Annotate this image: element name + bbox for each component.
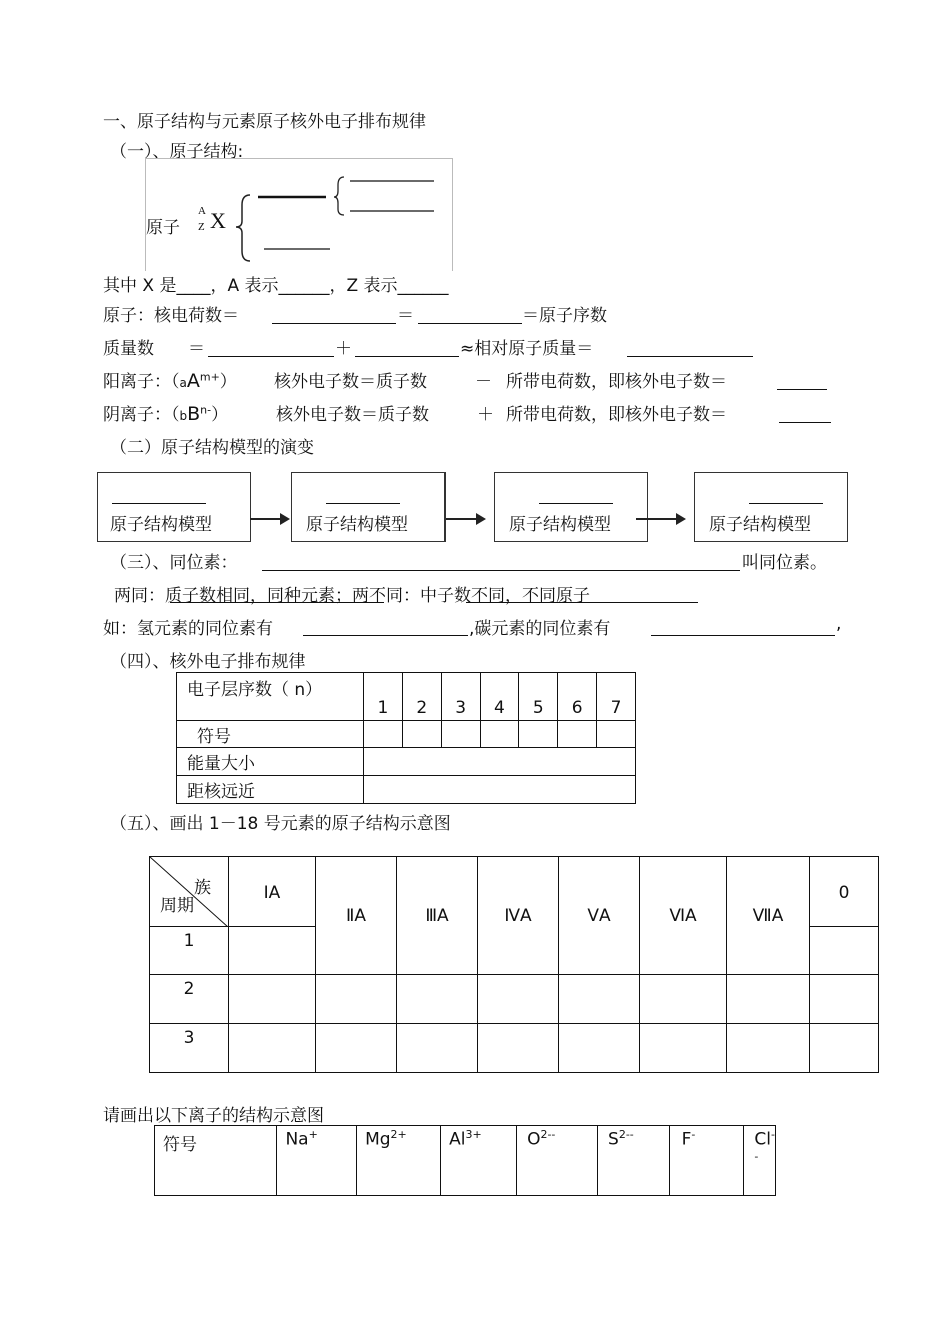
periodic-table (149, 856, 879, 1073)
ion-cell[interactable] (441, 1126, 517, 1196)
section5-heading: （五）、画出 1－18 号元素的原子结构示意图 (110, 814, 451, 834)
group-header: ⅡA (316, 857, 397, 975)
table-cell[interactable] (727, 1024, 810, 1073)
figure-superscript: A (198, 205, 206, 217)
cation-middle-text: 核外电子数＝质子数 (274, 372, 427, 392)
ion-cell[interactable] (598, 1126, 670, 1196)
group-header: ⅥA (640, 857, 727, 975)
table-cell[interactable] (640, 975, 727, 1024)
table-cell[interactable] (597, 721, 636, 748)
arrow-icon (250, 518, 288, 520)
blank-line[interactable] (262, 570, 740, 571)
ion-base: F (681, 1129, 692, 1150)
anion-line (103, 400, 228, 425)
shell-number: 3 (441, 673, 480, 721)
table-cell[interactable] (364, 748, 636, 776)
plus-sign: ＋ (477, 405, 494, 425)
group-header: 0 (810, 857, 879, 927)
ion-base: Mg (365, 1129, 391, 1150)
section2-heading: （二）原子结构模型的演变 (110, 438, 314, 458)
model-label: 原子结构模型 (306, 515, 408, 535)
anion-paren: ） (211, 405, 229, 425)
section1-heading: （一）、原子结构: (110, 142, 244, 162)
period-label: 1 (150, 927, 229, 975)
relative-mass-text: ≈相对原子质量＝ (460, 339, 594, 359)
section3-heading: （三）、同位素： (110, 553, 238, 573)
table-cell[interactable] (229, 927, 316, 975)
table-cell[interactable] (810, 975, 879, 1024)
table-header-cell: 电子层序数（ n） (177, 673, 364, 721)
section6-heading: 请画出以下离子的结构示意图 (103, 1106, 324, 1126)
table-cell[interactable] (480, 721, 519, 748)
anion-middle-text: 核外电子数＝质子数 (276, 405, 429, 425)
equals-sign: ＝ (397, 306, 414, 326)
corner-group-label: 族 (194, 878, 211, 898)
shell-number: 6 (558, 673, 597, 721)
ion-cell[interactable] (669, 1126, 744, 1196)
table-cell[interactable] (441, 721, 480, 748)
ion-cell[interactable] (517, 1126, 598, 1196)
ion-base: Na (285, 1129, 309, 1150)
group-header: ⅠA (229, 857, 316, 927)
atom-structure-figure (145, 158, 453, 271)
electron-shell-table (176, 672, 636, 804)
cation-line (103, 367, 237, 392)
blank-line[interactable] (355, 356, 459, 357)
period-label: 2 (150, 975, 229, 1024)
ion-cell[interactable] (357, 1126, 441, 1196)
shell-number: 2 (402, 673, 441, 721)
isotope-suffix: 叫同位素。 (742, 553, 827, 573)
minus-sign: － (475, 372, 492, 392)
ion-cell[interactable] (277, 1126, 357, 1196)
blank-line[interactable] (749, 503, 823, 504)
blank-line[interactable] (779, 422, 831, 423)
section4-heading: （四）、核外电子排布规律 (110, 652, 306, 672)
ion-table (154, 1125, 776, 1196)
ion-label: 符号 (155, 1126, 277, 1196)
ion-charge: - (691, 1128, 696, 1141)
figure-symbol: X (210, 208, 226, 233)
row-label: 符号 (177, 721, 364, 748)
isotope-rule-text: 两同：质子数相同，同种元素；两不同：中子数不同，不同原子 (114, 586, 590, 606)
carbon-isotope-label: ,碳元素的同位素有 (469, 619, 611, 639)
table-cell[interactable] (364, 721, 403, 748)
table-cell[interactable] (559, 975, 640, 1024)
model-box-4 (694, 472, 848, 542)
ion-base: Al (449, 1129, 466, 1150)
model-box-2 (291, 472, 446, 542)
ion-charge: 2-- (618, 1128, 634, 1141)
blank-line[interactable] (627, 356, 753, 357)
underline (466, 602, 698, 603)
plus-sign: ＋ (335, 339, 352, 359)
table-cell[interactable] (810, 927, 879, 975)
table-cell[interactable] (727, 975, 810, 1024)
table-cell[interactable] (558, 721, 597, 748)
table-cell[interactable] (316, 1024, 397, 1073)
cation-prefix: 阳离子：（ (103, 372, 180, 392)
arrow-icon (636, 518, 684, 520)
ion-charge: 2+ (390, 1128, 407, 1141)
anion-symbol: B (187, 403, 201, 425)
blank-line[interactable] (539, 503, 613, 504)
underline (170, 602, 384, 603)
table-cell[interactable] (640, 1024, 727, 1073)
blank-line[interactable] (651, 635, 835, 636)
blank-line[interactable] (326, 503, 400, 504)
anion-charge: n- (200, 403, 212, 417)
cation-charge: m+ (199, 370, 220, 384)
atomic-number-text: ＝原子序数 (522, 306, 607, 326)
anion-subscript: b (179, 409, 188, 423)
table-cell[interactable] (810, 1024, 879, 1073)
table-cell[interactable] (478, 975, 559, 1024)
group-header: ⅦA (727, 857, 810, 975)
blank-line[interactable] (112, 503, 206, 504)
shell-number: 5 (519, 673, 558, 721)
table-cell[interactable] (229, 975, 316, 1024)
table-cell[interactable] (402, 721, 441, 748)
model-label: 原子结构模型 (509, 515, 611, 535)
cation-charge-text: 所带电荷数，即核外电子数＝ (506, 372, 727, 392)
blank-line[interactable] (777, 389, 827, 390)
row-label: 距核远近 (177, 776, 364, 804)
shell-number: 7 (597, 673, 636, 721)
shell-number: 4 (480, 673, 519, 721)
table-cell[interactable] (397, 1024, 478, 1073)
model-box-1 (97, 472, 251, 542)
model-box-3 (494, 472, 648, 542)
group-header: ⅣA (478, 857, 559, 975)
table-cell[interactable] (229, 1024, 316, 1073)
ion-charge: + (308, 1128, 318, 1141)
ion-charge: 2-- (540, 1128, 556, 1141)
model-label: 原子结构模型 (709, 515, 811, 535)
period-label: 3 (150, 1024, 229, 1073)
ion-base: O (527, 1129, 541, 1150)
corner-period-label: 周期 (160, 896, 194, 916)
table-cell[interactable] (519, 721, 558, 748)
cation-subscript: a (179, 376, 187, 390)
blank-line[interactable] (208, 356, 334, 357)
row-label: 能量大小 (177, 748, 364, 776)
table-cell[interactable] (478, 1024, 559, 1073)
arrow-icon (446, 518, 484, 520)
table-cell[interactable] (316, 975, 397, 1024)
table-cell[interactable] (559, 1024, 640, 1073)
ion-base: Cl (754, 1129, 772, 1150)
table-cell[interactable] (364, 776, 636, 804)
model-label: 原子结构模型 (110, 515, 212, 535)
ion-cell[interactable] (744, 1126, 776, 1196)
blank-line[interactable] (418, 323, 522, 324)
table-cell[interactable] (397, 975, 478, 1024)
ion-charge: -- (754, 1128, 775, 1163)
figure-label: 原子 (146, 218, 180, 238)
mass-number-label: 质量数 (103, 339, 154, 359)
shell-number: 1 (364, 673, 403, 721)
corner-cell (150, 857, 229, 927)
brace-icon (146, 159, 452, 271)
blank-line[interactable] (303, 635, 468, 636)
comma: , (836, 614, 842, 634)
cation-symbol: A (186, 370, 200, 392)
anion-charge-text: 所带电荷数，即核外电子数＝ (506, 405, 727, 425)
atom-line-prefix: 原子：核电荷数＝ (103, 306, 239, 326)
x-a-z-line: 其中 X 是____，A 表示______，Z 表示______ (103, 276, 449, 296)
blank-line[interactable] (272, 323, 396, 324)
ion-base: S (608, 1129, 619, 1150)
group-header: ⅢA (397, 857, 478, 975)
figure-subscript: Z (198, 221, 205, 233)
anion-prefix: 阴离子：（ (103, 405, 180, 425)
equals-sign: ＝ (188, 339, 205, 359)
group-header: ⅤA (559, 857, 640, 975)
hydrogen-isotope-label: 如：氢元素的同位素有 (103, 619, 273, 639)
cation-paren: ） (219, 372, 237, 392)
ion-charge: 3+ (465, 1128, 482, 1141)
page-title: 一、原子结构与元素原子核外电子排布规律 (103, 112, 426, 132)
